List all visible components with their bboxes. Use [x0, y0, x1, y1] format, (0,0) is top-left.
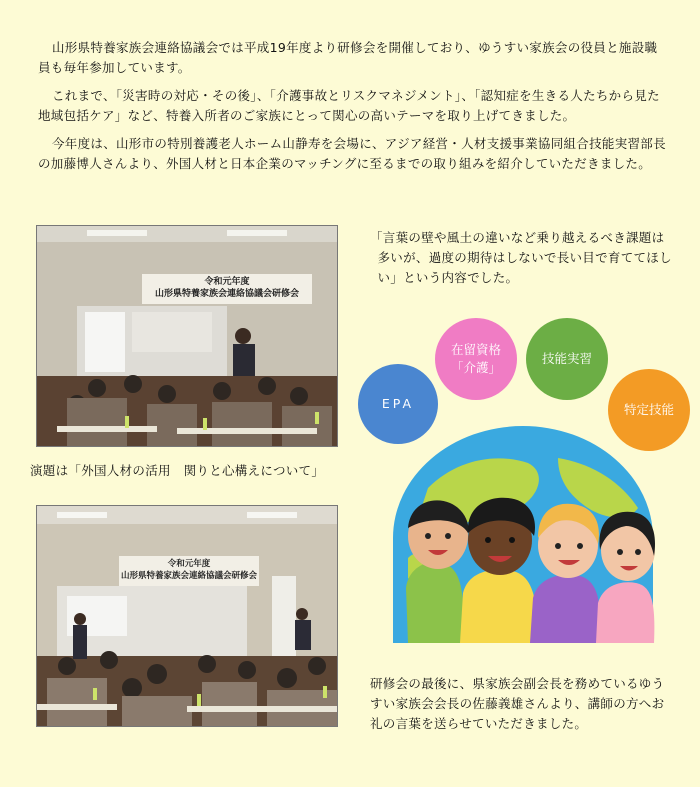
closing-paragraph: 研修会の最後に、県家族会副会長を務めているゆうすい家族会会長の佐藤義雄さんより、講師の方へお礼の言葉を送らせていただきました。 [370, 676, 665, 731]
bubble-zairyu-line1: 在留資格 [450, 342, 501, 357]
photo2-banner-line2: 山形県特養家族会連絡協議会研修会 [121, 571, 258, 581]
lecture-summary-quote: 「言葉の壁や風土の違いなど乗り越えるべき課題は多いが、過度の期待はしないで長い目で育ててほしい」という内容でした。 [370, 230, 672, 285]
bubble-zairyu-line2: 「介護」 [450, 360, 501, 375]
bubble-epa-label: EPA [381, 396, 415, 411]
bubble-zairyu-shikaku [435, 318, 517, 400]
bubble-tokutei-label: 特定技能 [623, 402, 674, 417]
intro-paragraph-2: これまで、「災害時の対応・その後」、「介護事故とリスクマネジメント」、「認知症を生きる人たちから見た地域包括ケア」など、特養入所者のご家族にとって関心の高いテーマを取り上げてきました。 [38, 88, 660, 123]
intro-paragraph-3: 今年度は、山形市の特別養護老人ホーム山静寿を会場に、アジア経営・人材支援事業協同組合技能実習部長の加藤博人さんより、外国人材と日本企業のマッチングに至るまでの取り組みを紹介していただきました。 [38, 136, 666, 171]
photo-caption: 演題は「外国人材の活用 関りと心構えについて」 [30, 463, 325, 478]
seminar-photo-1 [36, 225, 338, 447]
bubble-ginou-jisshu [526, 318, 608, 400]
photo1-banner-line1: 令和元年度 [204, 277, 250, 287]
bubble-ginou-label: 技能実習 [541, 351, 592, 366]
seminar-photo-2 [36, 505, 338, 727]
photo2-banner-line1: 令和元年度 [167, 559, 211, 569]
globe-people-illustration [388, 418, 658, 647]
photo1-banner-line2: 山形県特養家族会連絡協議会研修会 [154, 289, 299, 299]
intro-paragraph-1: 山形県特養家族会連絡協議会では平成19年度より研修会を開催しており、ゆうすい家族会の役員と施設職員も毎年参加しています。 [38, 40, 658, 75]
